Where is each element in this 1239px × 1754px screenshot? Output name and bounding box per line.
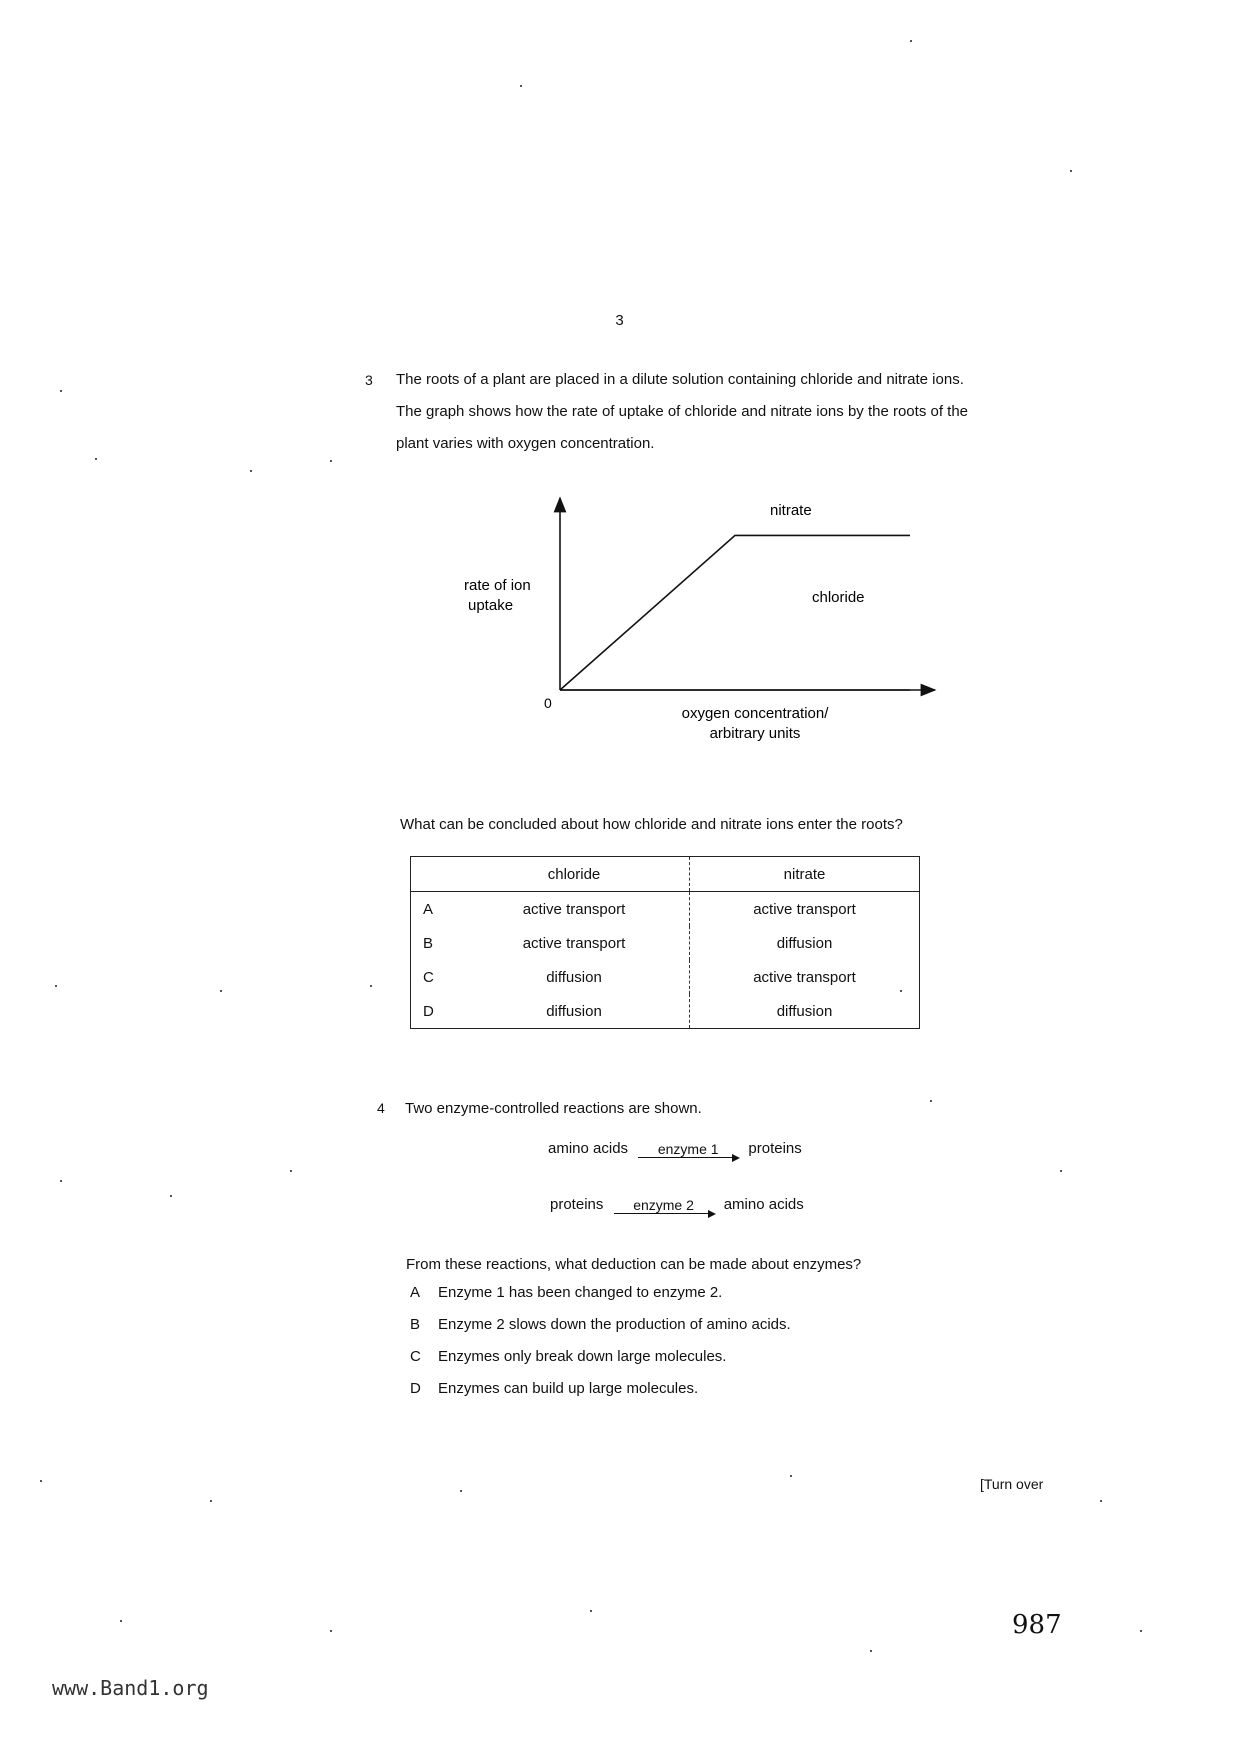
cell-chloride: active transport [522, 900, 626, 918]
ion-uptake-graph [440, 490, 960, 760]
reaction-1-product: proteins [748, 1140, 802, 1157]
scan-speck [250, 470, 252, 472]
series-label-chloride: chloride [812, 589, 865, 606]
reaction-2 [550, 1196, 804, 1214]
option-text: Enzymes only break down large molecules. [438, 1348, 727, 1365]
reaction-2-arrow [614, 1197, 714, 1214]
scan-speck [330, 1630, 332, 1632]
y-axis-label-line-1: rate of ion [464, 577, 531, 594]
option-letter: D [423, 1002, 434, 1020]
x-axis-label-line-1: oxygen concentration/ [681, 705, 829, 722]
scan-speck [290, 1170, 292, 1172]
option-text: Enzyme 2 slows down the production of amino acids. [438, 1316, 791, 1333]
reaction-1-enzyme: enzyme 1 [638, 1141, 738, 1158]
scan-speck [900, 990, 902, 992]
scan-speck [95, 458, 97, 460]
reaction-2-reactant: proteins [550, 1196, 604, 1213]
scan-speck [220, 990, 222, 992]
question-3-stem [396, 364, 1116, 460]
option-text: Enzymes can build up large molecules. [438, 1380, 699, 1397]
scan-speck [60, 390, 62, 392]
cell-chloride: diffusion [546, 1002, 602, 1020]
option-b[interactable] [410, 1316, 791, 1348]
option-d[interactable] [410, 1380, 791, 1412]
option-letter: C [410, 1348, 421, 1365]
table-row[interactable] [411, 994, 920, 1029]
scan-speck [910, 40, 912, 42]
question-4-prompt: From these reactions, what deduction can be made about enzymes? [406, 1256, 862, 1273]
scan-speck [590, 1610, 592, 1612]
cell-chloride: diffusion [546, 968, 602, 986]
x-axis-label-line-2: arbitrary units [709, 725, 801, 742]
question-3-line-3: plant varies with oxygen concentration. [396, 435, 655, 452]
series-line-nitrate [560, 535, 910, 690]
scan-speck [870, 1650, 872, 1652]
turn-over-label: [Turn over [980, 1476, 1044, 1492]
question-4-intro: Two enzyme-controlled reactions are shown. [405, 1100, 702, 1117]
question-4-options [410, 1284, 791, 1412]
cell-nitrate: active transport [690, 892, 920, 927]
page-code: 987 [1012, 1610, 1062, 1640]
option-letter: A [410, 1284, 421, 1301]
option-letter: B [423, 934, 434, 952]
table-row[interactable] [411, 892, 920, 927]
reaction-1-reactant: amino acids [548, 1140, 629, 1157]
cell-nitrate: active transport [690, 960, 920, 994]
scan-speck [520, 85, 522, 87]
question-3-options-table [410, 856, 920, 1029]
scan-speck [40, 1480, 42, 1482]
option-c[interactable] [410, 1348, 791, 1380]
page-number: 3 [615, 312, 624, 329]
scan-speck [1140, 1630, 1142, 1632]
option-letter: B [410, 1316, 421, 1333]
series-label-nitrate: nitrate [770, 502, 812, 519]
scan-speck [460, 1490, 462, 1492]
scan-speck [55, 985, 57, 987]
y-axis-label-line-2: uptake [468, 597, 514, 614]
scan-speck [1070, 170, 1072, 172]
table-corner [411, 857, 460, 892]
table-header-chloride: chloride [459, 857, 690, 892]
option-letter: A [423, 900, 434, 918]
website-link[interactable]: www.Band1.org [52, 1676, 209, 1700]
option-text: Enzyme 1 has been changed to enzyme 2. [438, 1284, 723, 1301]
table-row[interactable] [411, 926, 920, 960]
scan-speck [330, 460, 332, 462]
cell-chloride: active transport [522, 934, 626, 952]
scan-speck [370, 985, 372, 987]
scan-speck [170, 1195, 172, 1197]
question-3-number: 3 [365, 372, 373, 388]
option-a[interactable] [410, 1284, 791, 1316]
scan-speck [790, 1475, 792, 1477]
scan-speck [60, 1180, 62, 1182]
option-letter: C [423, 968, 434, 986]
cell-nitrate: diffusion [690, 926, 920, 960]
question-3-line-1: The roots of a plant are placed in a dilute solution containing chloride and nitrate ions. [396, 371, 964, 388]
origin-label: 0 [544, 695, 552, 711]
table-row[interactable] [411, 960, 920, 994]
scan-speck [930, 1100, 932, 1102]
scan-speck [120, 1620, 122, 1622]
reaction-1-arrow [638, 1141, 738, 1158]
cell-nitrate: diffusion [690, 994, 920, 1029]
reaction-1 [548, 1140, 802, 1158]
scan-speck [210, 1500, 212, 1502]
reaction-2-product: amino acids [723, 1196, 804, 1213]
scan-speck [1060, 1170, 1062, 1172]
scan-speck [1100, 1500, 1102, 1502]
table-header-nitrate: nitrate [690, 857, 920, 892]
option-letter: D [410, 1380, 421, 1397]
reaction-2-enzyme: enzyme 2 [614, 1197, 714, 1214]
question-4-number: 4 [377, 1100, 385, 1116]
question-3-prompt: What can be concluded about how chloride and nitrate ions enter the roots? [400, 816, 903, 833]
question-3-line-2: The graph shows how the rate of uptake of chloride and nitrate ions by the roots of the [396, 403, 969, 420]
